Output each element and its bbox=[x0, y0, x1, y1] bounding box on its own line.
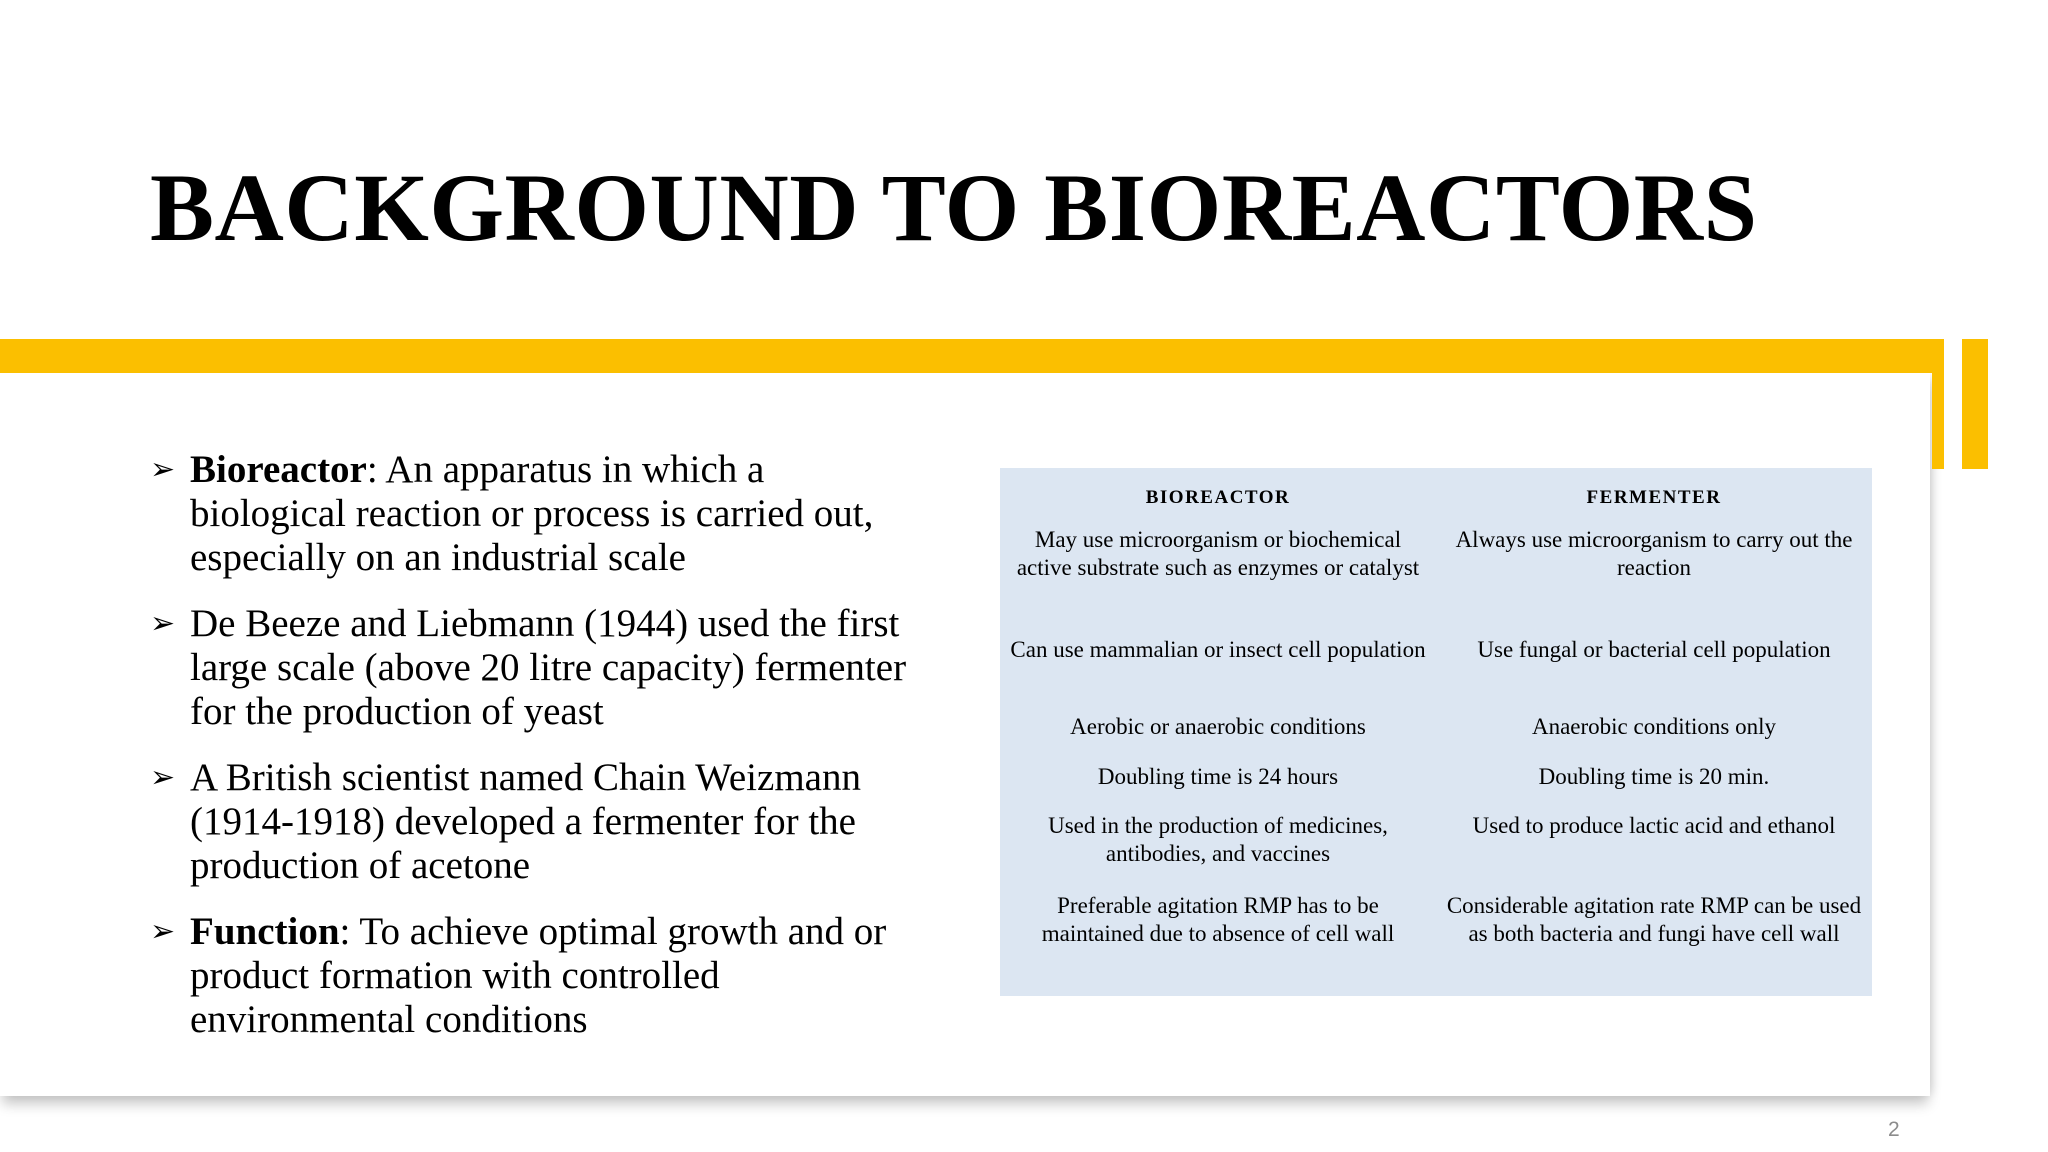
comparison-table bbox=[1000, 468, 1872, 996]
bullet-text: : To achieve optimal growth and or product formation with controlled environmental conditions bbox=[190, 910, 887, 1041]
bullet-item bbox=[150, 448, 910, 580]
bullet-text: A British scientist named Chain Weizmann (1914-1918) developed a fermenter for the production of acetone bbox=[190, 756, 861, 887]
table-row bbox=[1000, 520, 1872, 630]
arrow-bullet-icon: ➢ bbox=[150, 914, 176, 949]
accent-bar bbox=[0, 339, 1944, 373]
accent-bar-vertical bbox=[1932, 339, 1944, 469]
table-cell: Used in the production of medicines, antibodies, and vaccines bbox=[1048, 813, 1388, 867]
table-cell: Can use mammalian or insect cell population bbox=[1010, 636, 1426, 662]
arrow-bullet-icon: ➢ bbox=[150, 606, 176, 641]
table-row bbox=[1000, 630, 1872, 708]
bullet-item bbox=[150, 756, 910, 888]
table-header-fermenter: FERMENTER bbox=[1586, 487, 1722, 508]
table-cell: Used to produce lactic acid and ethanol bbox=[1472, 813, 1836, 839]
page-number: 2 bbox=[1888, 1118, 1900, 1141]
table-row bbox=[1000, 707, 1872, 757]
slide-title: BACKGROUND TO BIOREACTORS bbox=[150, 154, 1758, 261]
table-cell: Preferable agitation RMP has to be maintained due to absence of cell wall bbox=[1041, 893, 1395, 947]
bullet-item bbox=[150, 602, 910, 734]
table-cell: Aerobic or anaerobic conditions bbox=[1070, 714, 1366, 740]
arrow-bullet-icon: ➢ bbox=[150, 760, 176, 795]
table-row bbox=[1000, 757, 1872, 807]
arrow-bullet-icon: ➢ bbox=[150, 452, 176, 487]
table-row bbox=[1000, 806, 1872, 886]
bullet-text: : An apparatus in which a biological reaction or process is carried out, especially on an industrial scale bbox=[190, 448, 874, 579]
bullet-list bbox=[150, 448, 910, 1064]
bullet-term: Bioreactor bbox=[190, 448, 367, 491]
bullet-item bbox=[150, 910, 910, 1042]
table-cell: Anaerobic conditions only bbox=[1531, 714, 1776, 740]
accent-bar-vertical-outer bbox=[1962, 339, 1988, 469]
table-cell: Doubling time is 24 hours bbox=[1097, 763, 1339, 789]
table-cell: Doubling time is 20 min. bbox=[1538, 763, 1770, 789]
table-cell: Always use microorganism to carry out the reaction bbox=[1455, 527, 1853, 580]
table-header-bioreactor: BIOREACTOR bbox=[1145, 487, 1291, 508]
table-row bbox=[1000, 886, 1872, 996]
bullet-text: De Beeze and Liebmann (1944) used the first large scale (above 20 litre capacity) fermenter for the production of yeast bbox=[190, 602, 907, 733]
table-cell: Considerable agitation rate RMP can be used as both bacteria and fungi have cell wall bbox=[1446, 893, 1862, 947]
table-cell: Use fungal or bacterial cell population bbox=[1477, 636, 1831, 662]
table-cell: May use microorganism or biochemical active substrate such as enzymes or catalyst bbox=[1016, 527, 1420, 580]
bullet-term: Function bbox=[190, 910, 340, 953]
